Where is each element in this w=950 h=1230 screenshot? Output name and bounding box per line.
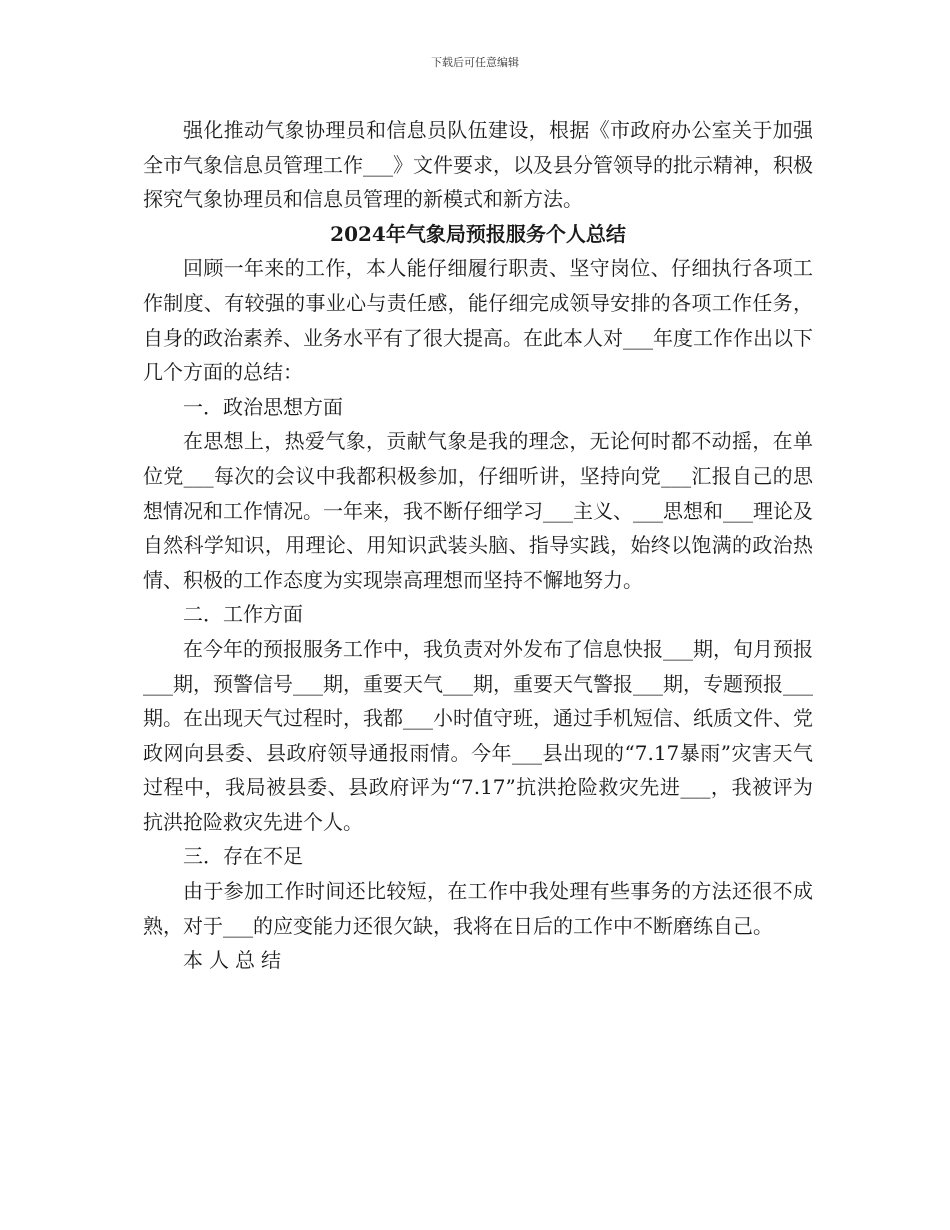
opening-paragraph: 回顾一年来的工作，本人能仔细履行职责、坚守岗位、仔细执行各项工作制度、有较强的事业心与责任感，能仔细完成领导安排的各项工作任务，自身的政治素养、业务水平有了很大提高。在此本人对___年度工作作出以下几个方面的总结： (143, 256, 813, 385)
closing-signature: 本人总结 (183, 948, 287, 973)
page-header-note: 下载后可任意编辑 (431, 56, 519, 69)
section-heading-politics: 一．政治思想方面 (183, 394, 343, 419)
document-title: 2024年气象局预报服务个人总结 (330, 221, 626, 246)
document-body (143, 113, 813, 978)
section-body-politics: 在思想上，热爱气象，贡献气象是我的理念，无论何时都不动摇，在单位党___每次的会议中我都积极参加，仔细听讲，坚持向党___汇报自己的思想情况和工作情况。一年来，我不断仔细学习___主义、___思想和___理论及自然科学知识，用理论、用知识武装头脑、指导实践，始终以饱满的政治热情、积极的工作态度为实现崇高理想而坚持不懈地努力。 (143, 429, 813, 592)
section-heading-shortcomings: 三．存在不足 (183, 844, 303, 869)
section-heading-work: 二．工作方面 (183, 602, 303, 627)
section-body-work: 在今年的预报服务工作中，我负责对外发布了信息快报___期，旬月预报___期，预警信号___期，重要天气___期，重要天气警报___期，专题预报___期。在出现天气过程时，我都___小时值守班，通过手机短信、纸质文件、党政网向县委、县政府领导通报雨情。今年___县出现的“7.17暴雨”灾害天气过程中，我局被县委、县政府评为“7.17”抗洪抢险救灾先进___，我被评为抗洪抢险救灾先进个人。 (143, 636, 813, 834)
intro-paragraph: 强化推动气象协理员和信息员队伍建设，根据《市政府办公室关于加强全市气象信息员管理工作___》文件要求，以及县分管领导的批示精神，积极探究气象协理员和信息员管理的新模式和新方法。 (143, 118, 813, 212)
section-body-shortcomings: 由于参加工作时间还比较短，在工作中我处理有些事务的方法还很不成熟，对于___的应变能力还很欠缺，我将在日后的工作中不断磨练自己。 (143, 879, 813, 938)
